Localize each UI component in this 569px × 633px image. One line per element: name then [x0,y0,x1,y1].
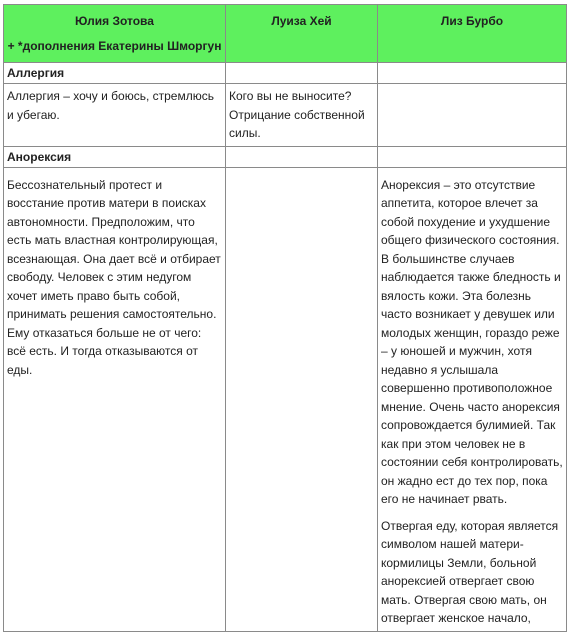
header-col1-subtitle: + *дополнения Екатерины Шморгун [7,39,222,53]
section-empty-cell [378,146,567,167]
section-row-allergy [4,63,567,84]
anorexia-col3-paragraph-2: Отвергая еду, которая является символом нашей матери-кормилицы Земли, больной анорексией отвергает свою мать. Отвергая свою мать, он отвергает женское начало, [381,518,559,625]
header-row [4,5,567,63]
header-col2: Луиза Хей [226,5,378,63]
anorexia-col1-text: Бессознательный протест и восстание против матери в поисках автономности. Предположим, что есть мать властная контролирующая, всезнающая. Она дает всё и отбирает свободу. Человек с этим недугом хочет иметь право быть собой, принимать решения самостоятельно. Ему отказаться больше не от чего: всё есть. И тогда отказываются от еды. [4,167,226,631]
section-empty-cell [226,146,378,167]
allergy-col3-text [378,84,567,147]
comparison-table [3,4,567,632]
allergy-col1-text: Аллергия – хочу и боюсь, стремлюсь и убегаю. [4,84,226,147]
anorexia-col3-cell [378,167,567,631]
anorexia-col2-text [226,167,378,631]
header-col1-title: Юлия Зотова [75,14,154,28]
section-title-allergy: Аллергия [4,63,226,84]
section-title-anorexia: Анорексия [4,146,226,167]
anorexia-col3-paragraph-1: Анорексия – это отсутствие аппетита, которое влечет за собой похудение и ухудшение общего физического состояния. В большинстве случаев наблюдается также бледность и вялость кожи. Эта болезнь часто возникает у девушек или молодых женщин, гораздо реже – у юношей и мужчин, хотя недавно я услышала совершенно противоположное мнение. Очень часто анорексия сопровождается булимией. Так как при этом человек не в состоянии себя контролировать, он жадно ест до тех пор, пока его не начинает рвать. [381,177,563,506]
content-row-anorexia [4,167,567,631]
section-empty-cell [378,63,567,84]
header-col3: Лиз Бурбо [378,5,567,63]
section-row-anorexia [4,146,567,167]
section-empty-cell [226,63,378,84]
allergy-col2-text: Кого вы не выносите? Отрицание собственной силы. [226,84,378,147]
content-row-allergy [4,84,567,147]
header-col1 [4,5,226,63]
